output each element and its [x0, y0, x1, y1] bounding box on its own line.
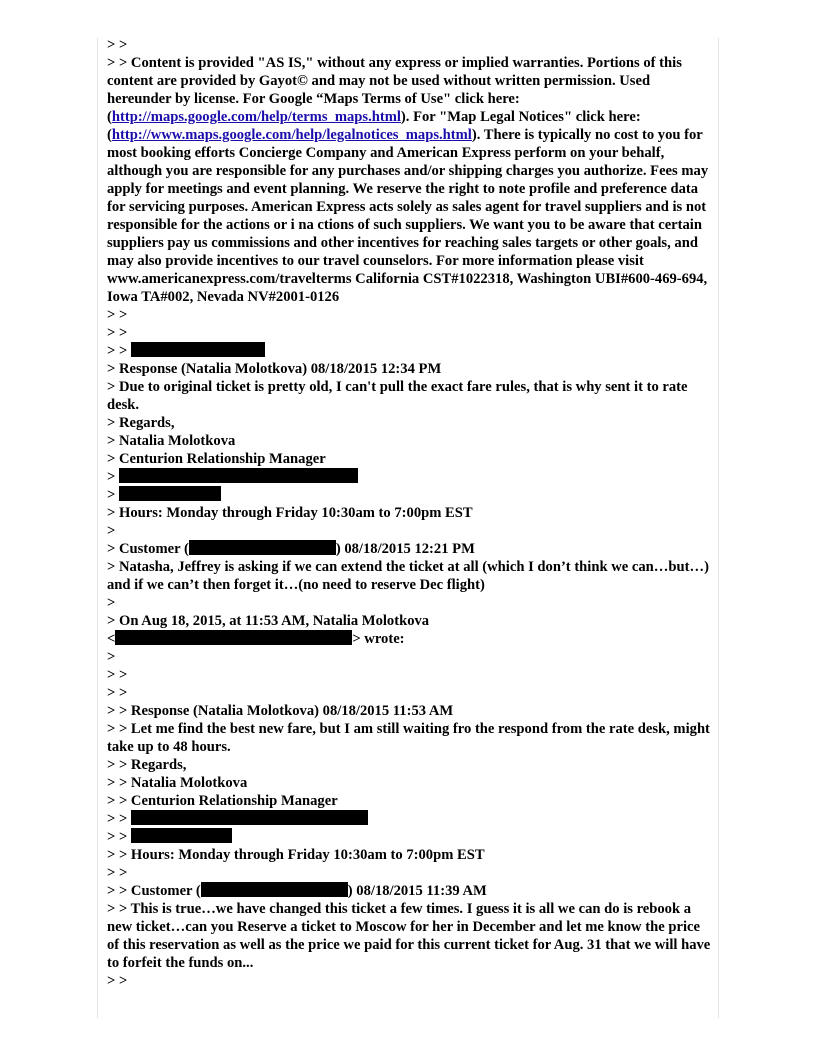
quote-marker: > [107, 523, 116, 539]
redacted-line [107, 468, 712, 486]
signature-name: > Natalia Molotkova [107, 433, 236, 449]
quote-intro: > On Aug 18, 2015, at 11:53 AM, Natalia Molotkova [107, 613, 430, 629]
quote-marker: > [107, 649, 116, 665]
response-header: > Response (Natalia Molotkova) 08/18/2015 12:34 PM [107, 361, 442, 377]
redaction-block [189, 540, 336, 555]
quote-marker: > > [107, 811, 131, 827]
maps-terms-link[interactable]: http://maps.google.com/help/terms_maps.html [111, 109, 401, 125]
left-margin-rule [97, 38, 98, 1018]
customer-body: > > This is true…we have changed this ticket a few times. I guess it is all we can do is rebook a new ticket…can you Reserve a ticket to Moscow for her in December and let me know the price of this reservation as well as the price we paid for this current ticket for Aug. 31 that we will have to forfeit the funds on... [107, 901, 711, 971]
disclaimer-paragraph [107, 54, 712, 306]
signature-hours: > > Hours: Monday through Friday 10:30am to 7:00pm EST [107, 847, 485, 863]
signature-title: > Centurion Relationship Manager [107, 451, 326, 467]
response-body: > > Let me find the best new fare, but I am still waiting fro the respond from the rate desk, might take up to 48 hours. [107, 721, 710, 755]
customer-header-date: ) 08/18/2015 11:39 AM [347, 883, 487, 899]
response-header: > > Response (Natalia Molotkova) 08/18/2015 11:53 AM [107, 703, 454, 719]
quote-marker: > [107, 469, 119, 485]
redacted-line [107, 486, 712, 504]
redacted-line [107, 828, 712, 846]
quote-marker: > [107, 487, 119, 503]
signature-title: > > Centurion Relationship Manager [107, 793, 338, 809]
redaction-block [119, 468, 358, 483]
wrote-label: > wrote: [352, 631, 405, 647]
legal-notices-link[interactable]: http://www.maps.google.com/help/legalnotices_maps.html [111, 127, 472, 143]
quote-marker: > > [107, 685, 128, 701]
customer-header-prefix: > > Customer ( [107, 883, 201, 899]
signature-name: > > Natalia Molotkova [107, 775, 248, 791]
signature-regards: > > Regards, [107, 757, 187, 773]
customer-header [107, 540, 712, 558]
customer-body: > Natasha, Jeffrey is asking if we can extend the ticket at all (which I don’t think we can…but…) and if we can’t then forget it…(no need to reserve Dec flight) [107, 559, 709, 593]
email-thread-page [107, 36, 712, 990]
redaction-block [201, 882, 348, 897]
angle-open: < [107, 631, 116, 647]
response-body: > Due to original ticket is pretty old, I can't pull the exact fare rules, that is why sent it to rate desk. [107, 379, 688, 413]
redaction-block [131, 810, 368, 825]
customer-header [107, 882, 712, 900]
redaction-block [131, 828, 232, 843]
redaction-block [119, 486, 221, 501]
quote-marker: > > [107, 37, 128, 53]
quote-marker: > > [107, 829, 131, 845]
quote-marker: > > [107, 307, 128, 323]
quote-marker: > [107, 595, 116, 611]
quote-marker: > > [107, 667, 128, 683]
right-margin-rule [718, 38, 719, 1018]
customer-header-prefix: > Customer ( [107, 541, 189, 557]
disclaimer-text-1: > > Content is provided "AS IS," without any express or implied warranties. Portions of this content are provided by Gayot© and may not be used without written permission. Used hereunder by license. For Google “Maps Terms of Use" click here: ( [107, 55, 682, 125]
disclaimer-text-2: ). For "Map Legal Notices" click here: ( [107, 109, 641, 143]
quote-sender-line [107, 630, 712, 648]
disclaimer-text-3: ). There is typically no cost to you for most booking efforts Concierge Company and American Express perform on your behalf, although you are responsible for any purchases and/or shipping charges you authorize. Fees may apply for meetings and event planning. We reserve the right to note profile and preference data for servicing purposes. American Express acts solely as sales agent for travel suppliers and is not responsible for the actions or i na ctions of such suppliers. We want you to be aware that certain suppliers pay us commissions and other incentives for reaching sales targets or other goals, and may also provide incentives to our travel counselors. For more information please visit www.americanexpress.com/travelterms California CST#1022318, Washington UBI#600-469-694, Iowa TA#002, Nevada NV#2001-0126 [107, 127, 709, 305]
redaction-block [131, 342, 265, 357]
quote-marker: > > [107, 973, 128, 989]
quote-marker: > > [107, 343, 131, 359]
quote-marker: > > [107, 865, 128, 881]
signature-regards: > Regards, [107, 415, 175, 431]
customer-header-date: ) 08/18/2015 12:21 PM [335, 541, 475, 557]
redacted-line [107, 342, 712, 360]
redacted-line [107, 810, 712, 828]
redaction-block [115, 630, 352, 645]
quote-marker: > > [107, 325, 128, 341]
signature-hours: > Hours: Monday through Friday 10:30am to 7:00pm EST [107, 505, 473, 521]
